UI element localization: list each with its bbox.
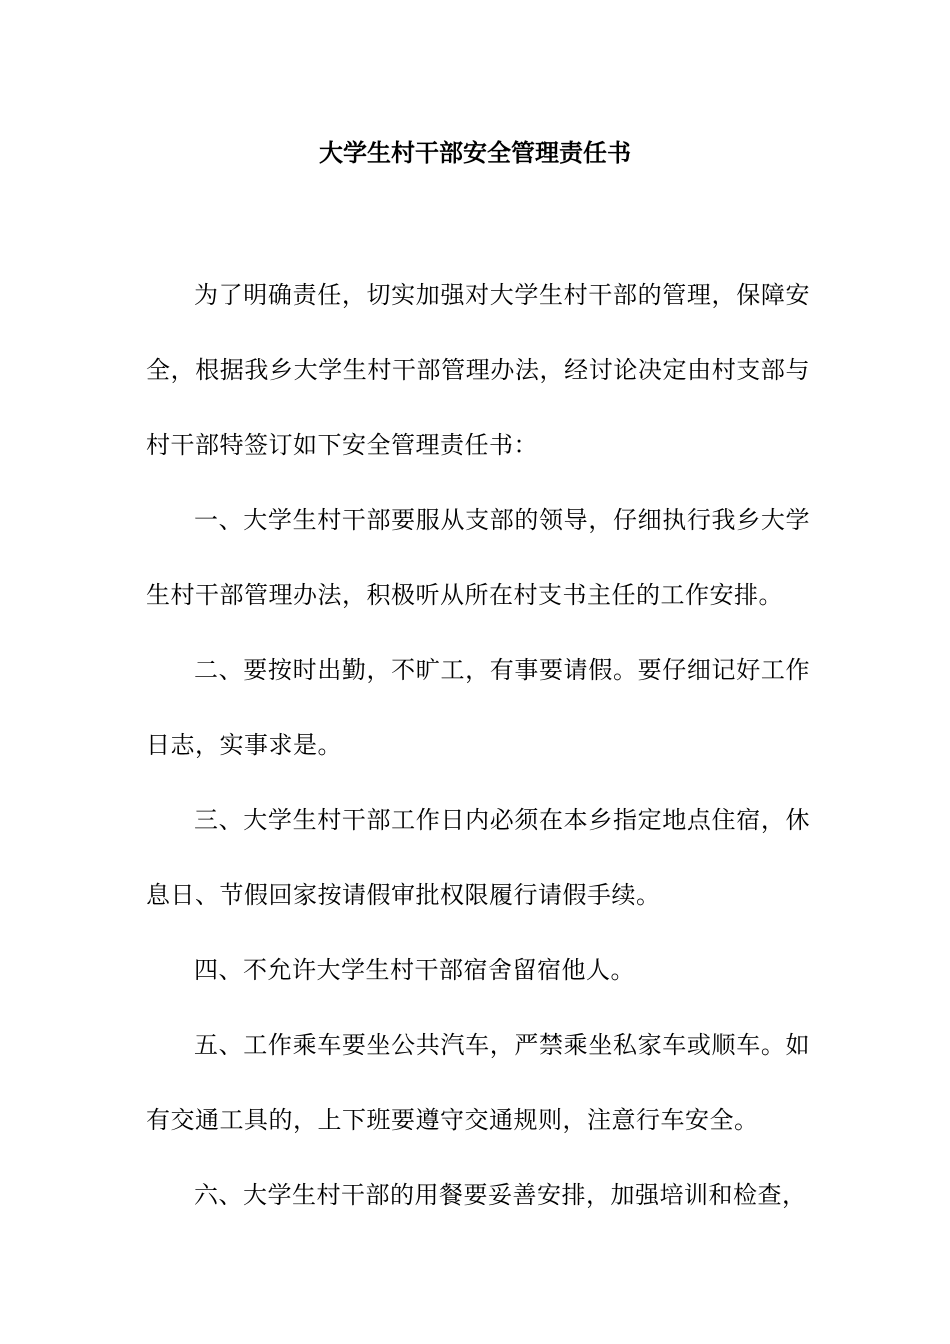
- paragraph-item-5: 五、工作乘车要坐公共汽车，严禁乘坐私家车或顺车。如有交通工具的，上下班要遵守交通规则，注意行车安全。: [146, 1031, 810, 1134]
- paragraph-item-3: 三、大学生村干部工作日内必须在本乡指定地点住宿，休息日、节假回家按请假审批权限履行请假手续。: [146, 806, 810, 909]
- paragraph-item-2: 二、要按时出勤，不旷工，有事要请假。要仔细记好工作日志，实事求是。: [146, 656, 810, 759]
- paragraph-intro: 为了明确责任，切实加强对大学生村干部的管理，保障安全，根据我乡大学生村干部管理办法，经讨论决定由村支部与村干部特签订如下安全管理责任书：: [146, 281, 810, 459]
- paragraph-item-1: 一、大学生村干部要服从支部的领导，仔细执行我乡大学生村干部管理办法，积极听从所在村支书主任的工作安排。: [146, 506, 810, 609]
- paragraph-item-6: 六、大学生村干部的用餐要妥善安排，加强培训和检查，: [194, 1181, 807, 1209]
- document-title: 大学生村干部安全管理责任书: [319, 138, 631, 167]
- document-body: [146, 258, 810, 1233]
- paragraph-item-4: 四、不允许大学生村干部宿舍留宿他人。: [194, 956, 635, 984]
